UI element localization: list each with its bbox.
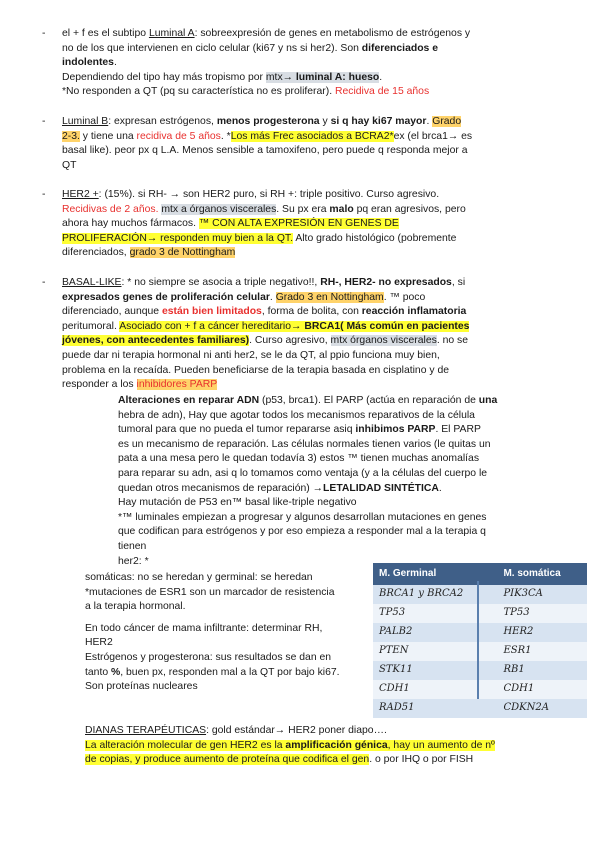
- text-line: ahora hay muchos fármacos. ™ CON ALTA EXPRESIÓN EN GENES DE: [62, 218, 399, 230]
- table-cell: BRCA1 y BRCA2: [373, 585, 497, 604]
- table-cell: TP53: [373, 604, 497, 623]
- bullet-dash: -: [42, 189, 46, 200]
- text-line: Son proteínas nucleares: [85, 681, 198, 693]
- text-line: basal like). peor px q L.A. Menos sensible a tamoxifeno, pero puede q responda mejor a: [62, 145, 468, 157]
- bullet-dash: -: [42, 277, 46, 288]
- text-line: no de los que intervienen en ciclo celular (ki67 y ns si her2). Son diferenciados e: [62, 42, 438, 54]
- text-line: expresados genes de proliferación celular. Grado 3 en Nottingham. ™ poco: [62, 291, 426, 303]
- text-line: 2-3. y tiene una recidiva de 5 años. *Los más Frec asociados a BCRA2*ex (el brca1→ es: [62, 130, 473, 142]
- section-basal-like: [42, 276, 522, 393]
- section-luminal-a: [42, 27, 522, 100]
- table-row: [373, 699, 587, 718]
- table-row: [373, 585, 587, 604]
- text-line: de copias, y produce aumento de proteína que codifica el gen. o por IHQ o por FISH: [85, 754, 474, 766]
- spacer: [85, 615, 365, 622]
- section-adn-repair: [118, 394, 528, 569]
- table-row: [373, 642, 587, 661]
- table-row: [373, 623, 587, 642]
- text-line: HER2 +: (15%). si RH- → son HER2 puro, si RH +: triple positivo. Curso agresivo.: [62, 189, 440, 200]
- table-cell: STK11: [373, 661, 497, 680]
- table-cell: PTEN: [373, 642, 497, 661]
- text-line: responder a los inhibidores PARP: [62, 379, 218, 391]
- section-her2: [42, 188, 522, 261]
- text-line: indolentes.: [62, 57, 117, 69]
- text-line: para reparar su adn, asi q lo tomamos como ventaja (y a la células del cuerpo le: [118, 467, 488, 479]
- table-row: [373, 680, 587, 699]
- text-line: somáticas: no se heredan y germinal: se heredan: [85, 572, 313, 583]
- text-line: *™ luminales empiezan a progresar y algunos desarrollan mutaciones en genes: [118, 511, 487, 523]
- table-cell: CDH1: [373, 680, 497, 699]
- text-line: Hay mutación de P53 en™ basal like-triple negativo: [118, 497, 357, 509]
- mutations-table: [373, 563, 587, 718]
- table-cell: PALB2: [373, 623, 497, 642]
- text-line: que codifican para estrógenos y por eso empieza a responder mal a la terapia q: [118, 526, 486, 538]
- table-cell: RB1: [497, 661, 587, 680]
- text-line: Dependiendo del tipo hay más tropismo por mtx→ luminal A: hueso.: [62, 71, 383, 83]
- table-cell: RAD51: [373, 699, 497, 718]
- text-line: jóvenes, con antecedentes familiares). Curso agresivo, mtx órganos viscerales. no se: [62, 335, 469, 347]
- table-cell: ESR1: [497, 642, 587, 661]
- text-line: problema en la recaída. Pueden beneficiarse de la terapia basada en cisplatino y de: [62, 364, 450, 376]
- table-cell: CDH1: [497, 680, 587, 699]
- table-row: [373, 661, 587, 680]
- text-line: peritumoral. Asociado con + f a cáncer hereditario→ BRCA1( Más común en pacientes: [62, 320, 470, 332]
- text-line: Estrógenos y progesterona: sus resultados se dan en: [85, 651, 332, 663]
- text-line: quedan otros mecanismos de reparación) →LETALIDAD SINTÉTICA.: [118, 482, 442, 494]
- text-line: DIANAS TERAPÉUTICAS: gold estándar→ HER2 poner diapo….: [85, 725, 387, 736]
- text-line: her2: *: [118, 555, 149, 567]
- text-line: es un mecanismo de reparación. Las células normales tienen varios (le quitas un: [118, 438, 491, 450]
- text-line: La alteración molecular de gen HER2 es la amplificación génica, hay un aumento de nº: [85, 739, 495, 751]
- column-header-germinal: M. Germinal: [373, 563, 497, 585]
- text-line: Recidivas de 2 años. mtx a órganos viscerales. Su px era malo pq eran agresivos, pero: [62, 203, 466, 215]
- text-line: diferenciado, aunque están bien limitados, forma de bolita, con reacción inflamatoria: [62, 306, 467, 318]
- text-line: el + f es el subtipo Luminal A: sobreexpresión de genes en metabolismo de estrógenos y: [62, 28, 471, 39]
- column-header-somatica: M. somática: [497, 563, 587, 585]
- section-dianas: [85, 724, 535, 768]
- table-header-row: [373, 563, 587, 585]
- text-line: pata a una mesa pero le quedan todavía 3) estos ™ tienen muchas anomalías: [118, 453, 480, 465]
- text-line: tanto %, buen px, responden mal a la QT por bajo ki67.: [85, 666, 340, 678]
- text-line: HER2: [85, 637, 113, 649]
- text-line: En todo cáncer de mama infiltrante: determinar RH,: [85, 622, 323, 634]
- text-line: PROLIFERACIÓN→ responden muy bien a la QT. Alto grado histológico (pobremente: [62, 232, 457, 244]
- table-cell: HER2: [497, 623, 587, 642]
- text-line: tienen: [118, 540, 147, 552]
- table-cell: CDKN2A: [497, 699, 587, 718]
- text-line: puede dar ni terapia hormonal ni anti her2, se le da QT, al ppio funciona muy bien,: [62, 349, 440, 361]
- text-line: hebra de adn), Hay que agotar todos los mecanismos reparativos de la célula: [118, 409, 475, 421]
- section-notes: [85, 571, 365, 695]
- text-line: a la terapia hormonal.: [85, 601, 186, 613]
- section-luminal-b: [42, 115, 522, 173]
- text-line: *mutaciones de ESR1 son un marcador de resistencia: [85, 586, 335, 598]
- table-cell: PIK3CA: [497, 585, 587, 604]
- text-line: *No responden a QT (pq su característica no es proliferar). Recidiva de 15 años: [62, 86, 430, 98]
- text-line: QT: [62, 159, 77, 171]
- text-line: BASAL-LIKE: * no siempre se asocia a triple negativo!!, RH-, HER2- no expresados, si: [62, 277, 466, 288]
- table-cell: TP53: [497, 604, 587, 623]
- bullet-dash: -: [42, 116, 46, 127]
- table-row: [373, 604, 587, 623]
- text-line: diferenciados, grado 3 de Nottingham: [62, 247, 236, 259]
- bullet-dash: -: [42, 28, 46, 39]
- text-line: Alteraciones en reparar ADN (p53, brca1). El PARP (actúa en reparación de una: [118, 395, 498, 406]
- text-line: tumoral para que no pueda el tumor repararse asiq inhibimos PARP. El PARP: [118, 424, 481, 436]
- text-line: Luminal B: expresan estrógenos, menos progesterona y si q hay ki67 mayor. Grado: [62, 116, 462, 127]
